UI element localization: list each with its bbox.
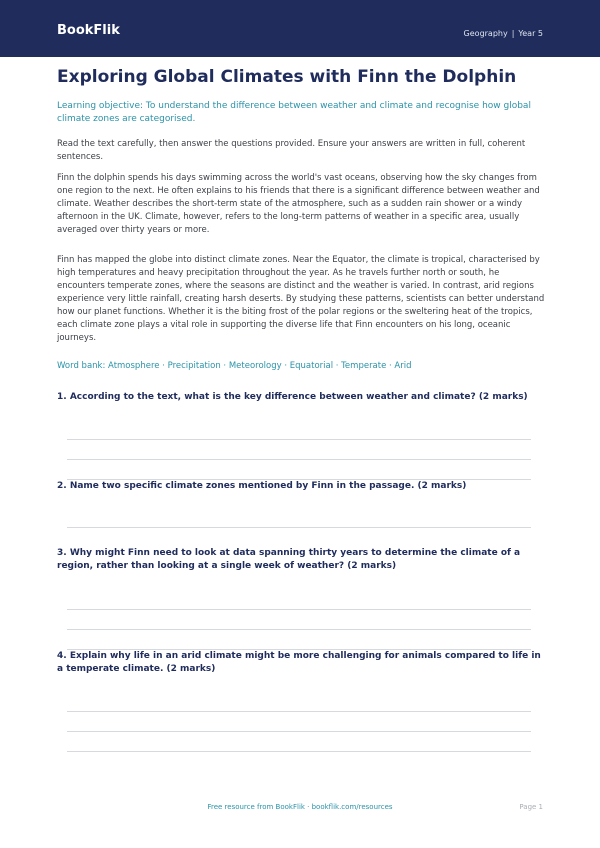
answer-line (67, 459, 531, 460)
answer-line (67, 711, 531, 712)
subject-label (464, 28, 543, 40)
page-number: Page 1 (519, 803, 543, 811)
word-bank: Word bank: Atmosphere · Precipitation · Meteorology · Equatorial · Temperate · Arid (57, 361, 412, 371)
reading-paragraph-2: Finn has mapped the globe into distinct climate zones. Near the Equator, the climate is tropical, characterised by high temperatures and heavy precipitation throughout the year. As he travels further north or south, he encounters temperate zones, where the seasons are distinct and the weather is varied. In contrast, arid regions experience very little rainfall, creating harsh deserts. By studying these patterns, scientists can better understand how our planet functions. Whether it is the biting frost of the polar regions or the sweltering heat of the tropics, each climate zone plays a vital role in supporting the diverse life that Finn encounters on his long, oceanic journeys. (57, 255, 545, 343)
question-1: 1. According to the text, what is the key difference between weather and climate? (2 marks) (57, 392, 528, 402)
brand-logo: BookFlik (57, 23, 120, 38)
answer-line (67, 731, 531, 732)
answer-line (67, 751, 531, 752)
page-title: Exploring Global Climates with Finn the Dolphin (57, 67, 517, 87)
subject-name: Geography (463, 29, 508, 38)
answer-line (67, 609, 531, 610)
reading-paragraph-1: Finn the dolphin spends his days swimming across the world's vast oceans, observing how the sky changes from one region to the next. He often explains to his friends that there is a significant difference between weather and climate. Weather describes the short-term state of the atmosphere, such as a sudden rain shower or a windy afternoon in the UK. Climate, however, refers to the long-term patterns of weather in a specific area, usually averaged over thirty years or more. (57, 173, 540, 235)
instructions: Read the text carefully, then answer the questions provided. Ensure your answers are written in full, coherent sentences. (57, 139, 526, 162)
answer-line (67, 439, 531, 440)
footer-credit: Free resource from BookFlik · bookflik.com/resources (207, 803, 393, 811)
subject-separator: | (511, 29, 515, 38)
learning-objective: Learning objective: To understand the difference between weather and climate and recognise how global climate zones are categorised. (57, 101, 531, 124)
year-level: Year 5 (518, 29, 543, 38)
answer-line (67, 527, 531, 528)
answer-line (67, 629, 531, 630)
question-2: 2. Name two specific climate zones mentioned by Finn in the passage. (2 marks) (57, 481, 467, 491)
question-4: 4. Explain why life in an arid climate might be more challenging for animals compared to life in a temperate climate. (2 marks) (57, 651, 541, 674)
question-3: 3. Why might Finn need to look at data spanning thirty years to determine the climate of a region, rather than looking at a single week of weather? (2 marks) (57, 548, 521, 571)
page-header (0, 0, 600, 57)
